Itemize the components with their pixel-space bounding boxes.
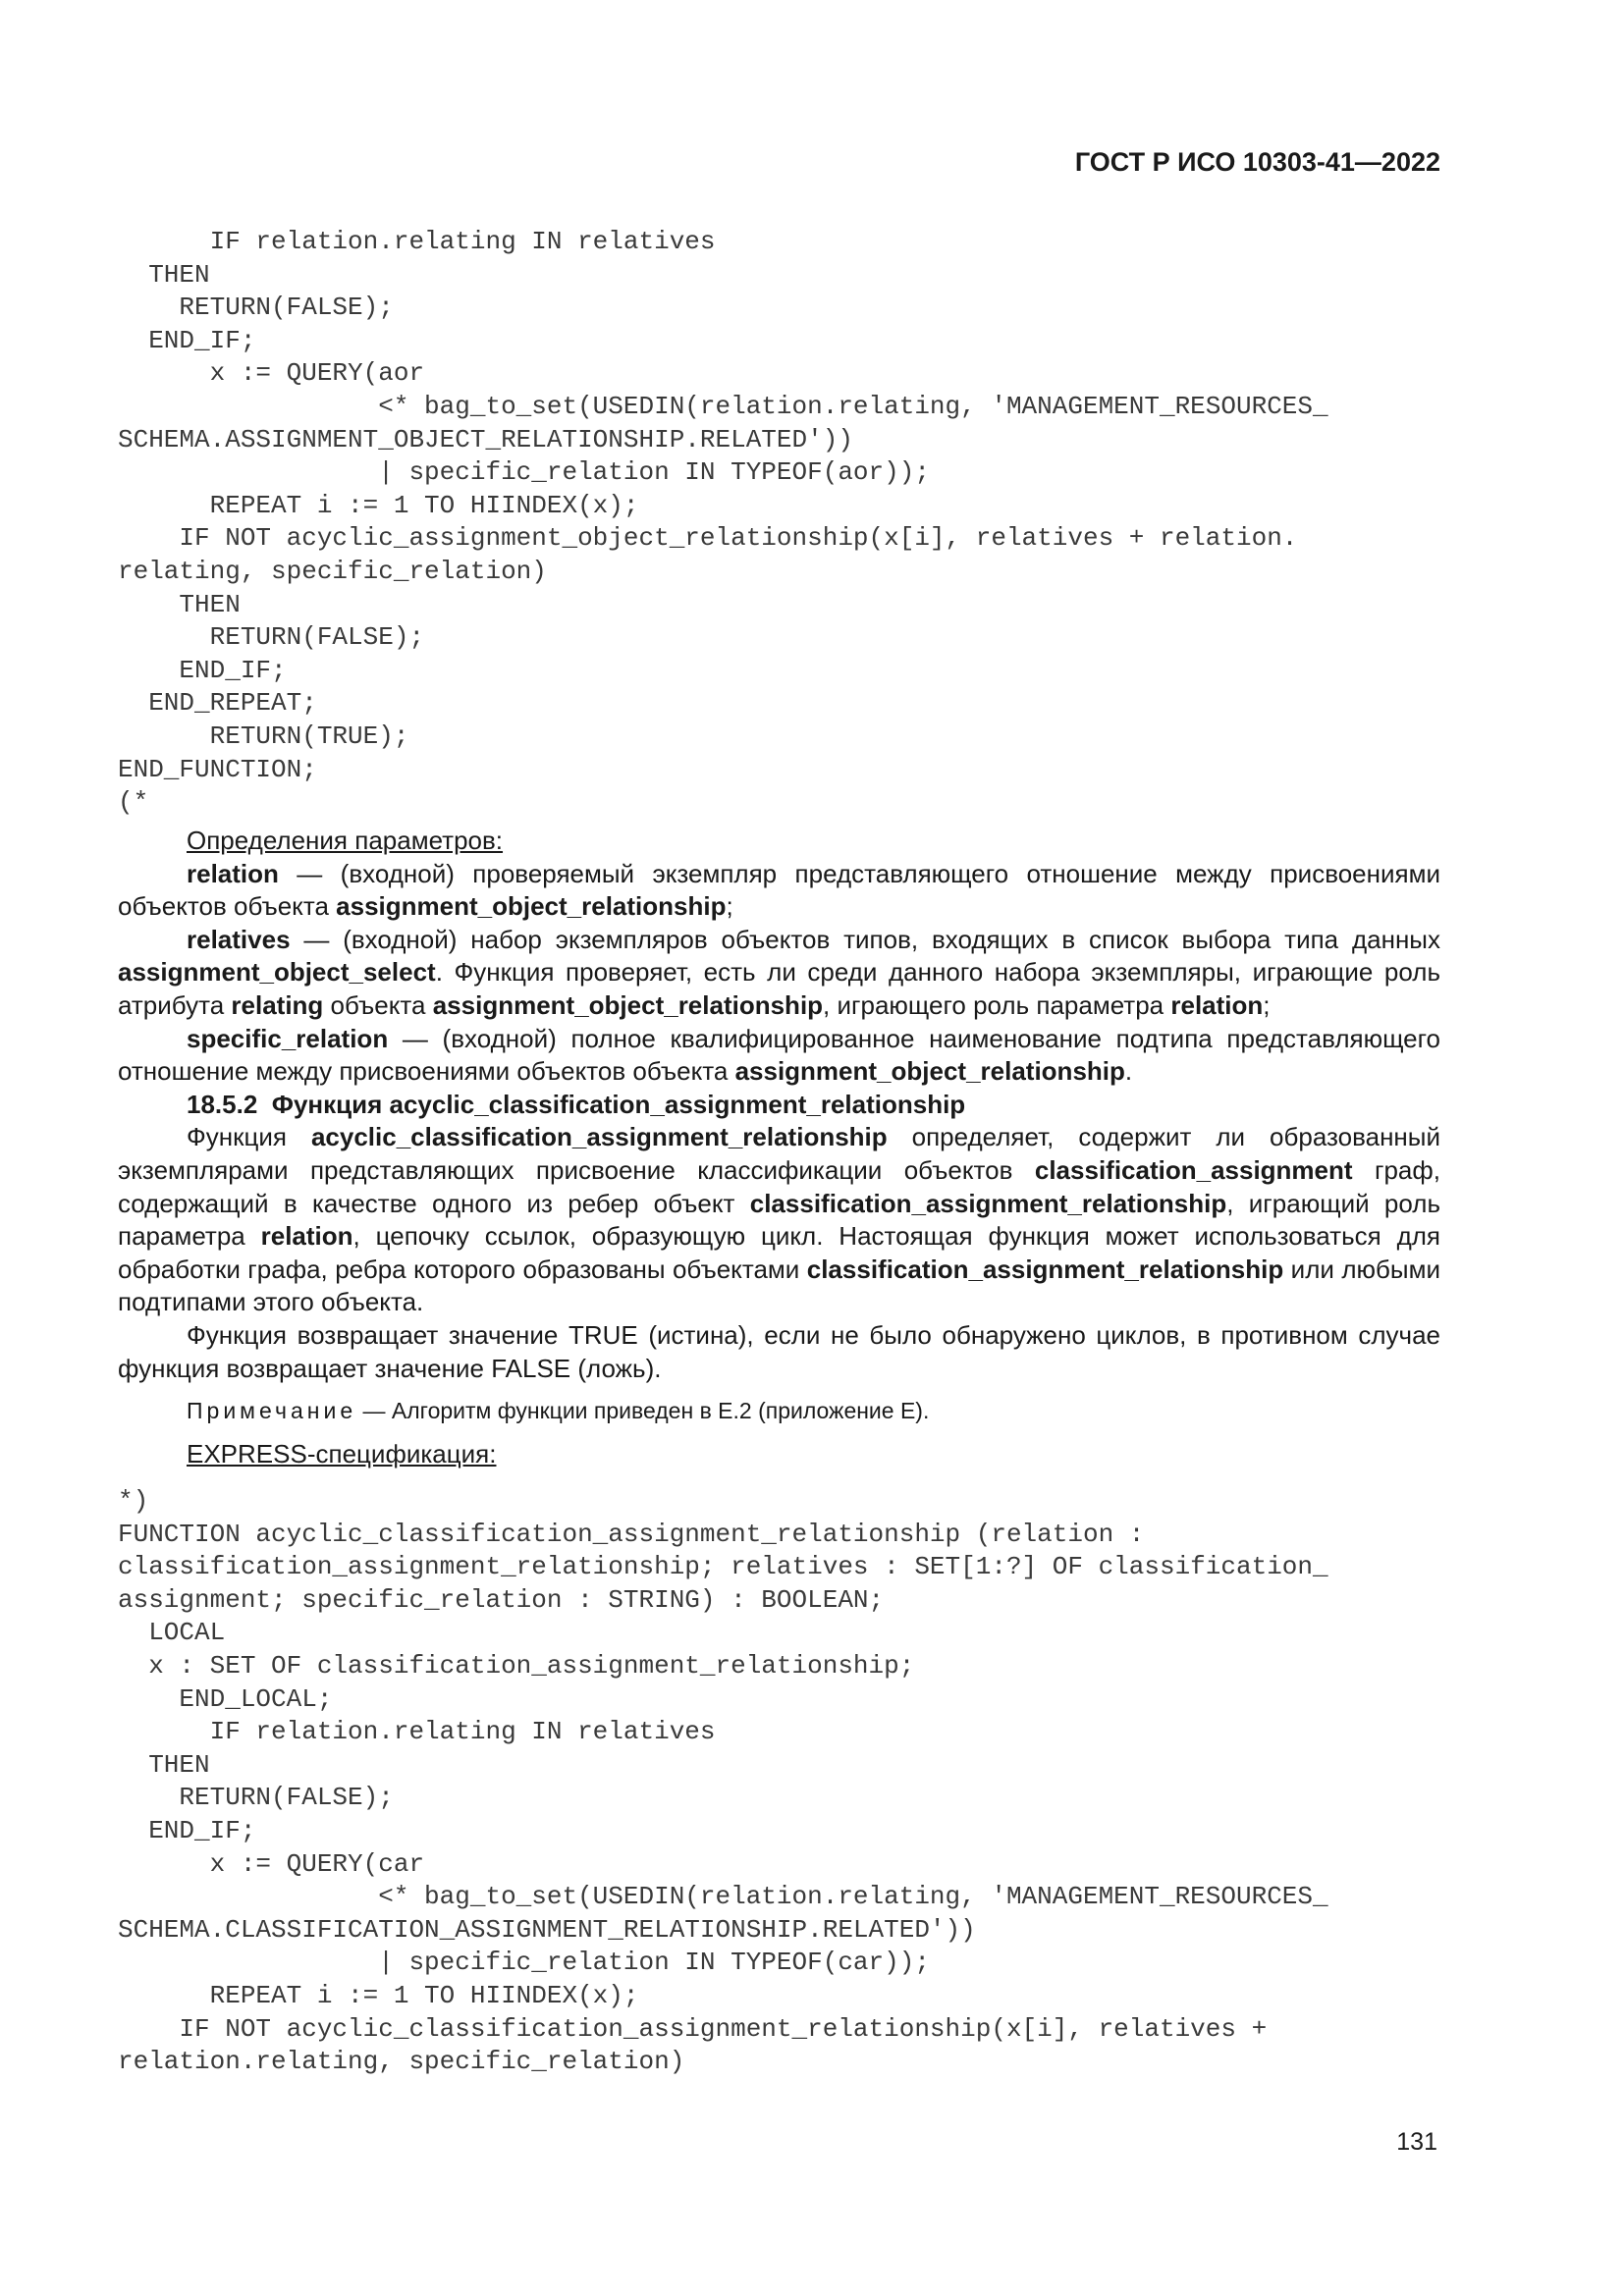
section-heading: 18.5.2 Функция acyclic_classification_assignment_relationship bbox=[187, 1089, 966, 1119]
params-heading: Определения параметров: bbox=[187, 826, 504, 855]
section-paragraph-2: Функция возвращает значение TRUE (истина), если не было обнаружено циклов, в противном случае функция возвращает значение FALSE (ложь). bbox=[118, 1319, 1440, 1383]
param-relation: relation — (входной) проверяемый экземпляр представляющего отношение между присвоениями объектов объекта assignment_object_relationship; bbox=[118, 858, 1440, 922]
document-header: ГОСТ Р ИСО 10303-41—2022 bbox=[1074, 147, 1440, 177]
section-paragraph-1: Функция acyclic_classification_assignment_relationship определяет, содержит ли образованный экземплярами представляющих присвоение классификации объектов classification_assignment граф, содержащий в качестве одного из ребер объект classification_assignment_relationship, играющий роль параметра relation, цепочку ссылок, образующую цикл. Настоящая функция может использоваться для обработки графа, ребра которого образованы объектами classification_assignment_relationship или любыми подтипами этого объекта. bbox=[118, 1122, 1440, 1317]
code-block-function-end: IF relation.relating IN relatives THEN RETURN(FALSE); END_IF; x := QUERY(aor <* bag_to_set(USEDIN(relation.relating, 'MANAGEMENT_RESOURCES_ SCHEMA.ASSIGNMENT_OBJECT_RELATIONSHIP.RELATED')) | specific_relation IN TYPEOF(aor)); REPEAT i := 1 TO HIINDEX(x); IF NOT acyclic_assignment_object_relationship(x[i], relatives + relation. relating, specific_relation) THEN RETURN(FALSE); END_IF; END_REPEAT; RETURN(TRUE); END_FUNCTION; (* bbox=[118, 227, 1328, 818]
parameter-definitions bbox=[118, 825, 1440, 1470]
param-specific-relation: specific_relation — (входной) полное квалифицированное наименование подтипа представляющего отношение между присвоениями объектов объекта assignment_object_relationship. bbox=[118, 1023, 1440, 1087]
page-number: 131 bbox=[1396, 2128, 1437, 2156]
code-block-express-function: *) FUNCTION acyclic_classification_assignment_relationship (relation : classification_assignment_relationship; relatives : SET[1:?] OF classification_ assignment; specific_relation : STRING) : BOOLEAN; LOCAL x : SET OF classification_assignment_relationship; END_LOCAL; IF relation.relating IN relatives THEN RETURN(FALSE); END_IF; x := QUERY(car <* bag_to_set(USEDIN(relation.relating, 'MANAGEMENT_RESOURCES_ SCHEMA.CLASSIFICATION_ASSIGNMENT_RELATIONSHIP.RELATED')) | specific_relation IN TYPEOF(car)); REPEAT i := 1 TO HIINDEX(x); IF NOT acyclic_classification_assignment_relationship(x[i], relatives + relation.relating, specific_relation) bbox=[118, 1486, 1328, 2077]
note: Примечание — Алгоритм функции приведен в Е.2 (приложение Е). bbox=[187, 1398, 930, 1424]
note-label: Примечание bbox=[187, 1398, 357, 1424]
express-heading: EXPRESS-спецификация: bbox=[187, 1438, 497, 1468]
param-relatives: relatives — (входной) набор экземпляров объектов типов, входящих в список выбора типа данных assignment_object_select. Функция проверяет, есть ли среди данного набора экземпляры, играющие роль атрибута relating объекта assignment_object_relationship, играющего роль параметра relation; bbox=[118, 924, 1440, 1020]
